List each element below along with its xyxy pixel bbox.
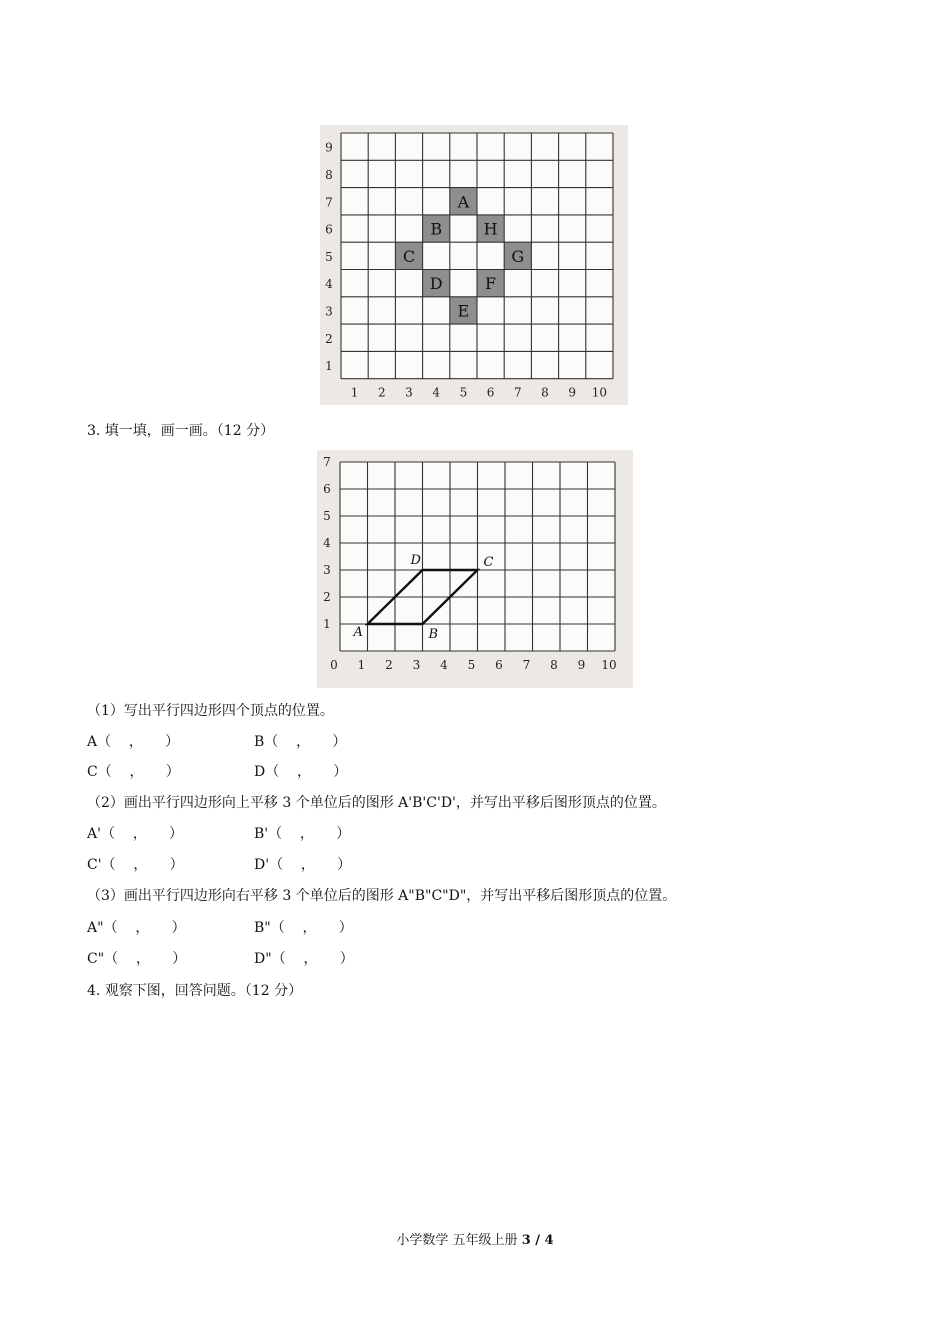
question-3-sub3: （3）画出平行四边形向右平移 3 个单位后的图形 A"B"C"D"，并写出平移后图形顶点的位置。 (87, 888, 677, 904)
x-tick-label: 3 (412, 658, 421, 672)
question-3-sub2: （2）画出平行四边形向上平移 3 个单位后的图形 A'B'C'D'，并写出平移后图形顶点的位置。 (87, 795, 666, 811)
cell-label-c: C (402, 246, 416, 266)
cell-label-f: F (485, 274, 497, 294)
x-tick-label: 9 (568, 385, 577, 400)
y-tick-label: 2 (323, 590, 331, 604)
y-tick-label: 1 (325, 359, 333, 374)
answer-d: D（ ， ） (254, 764, 348, 780)
question-3-title: 3. 填一填，画一画。（12 分） (87, 423, 275, 439)
y-tick-label: 2 (325, 331, 333, 346)
answer-c: C（ ， ） (87, 764, 180, 780)
page-number: 3 / 4 (521, 1233, 554, 1248)
answer-d-prime: D'（ ， ） (254, 857, 352, 873)
x-tick-label: 10 (591, 385, 608, 400)
y-tick-label: 6 (323, 482, 331, 496)
vertex-label-a: A (353, 625, 363, 640)
x-tick-label: 4 (440, 658, 448, 672)
grid-figure-2-svg (317, 450, 633, 688)
x-tick-label: 0 (330, 658, 338, 672)
answer-b-prime: B'（ ， ） (254, 826, 351, 842)
x-tick-label: 8 (541, 385, 549, 400)
y-tick-label: 3 (325, 304, 333, 319)
x-tick-label: 7 (522, 658, 531, 672)
y-tick-label: 4 (323, 536, 331, 550)
x-tick-label: 4 (432, 385, 441, 400)
grid-figure-1 (320, 125, 628, 405)
x-tick-label: 3 (405, 385, 413, 400)
y-tick-label: 6 (325, 222, 333, 237)
cell-label-e: E (457, 301, 470, 321)
cell-label-d: D (429, 274, 443, 294)
answer-b-double-prime: B"（ ， ） (254, 920, 353, 936)
grid-figure-2 (317, 450, 633, 688)
answer-c-double-prime: C"（ ， ） (87, 951, 187, 967)
y-tick-label: 5 (323, 509, 331, 523)
cell-label-a: A (457, 192, 470, 212)
cell-label-b: B (430, 219, 443, 239)
x-tick-label: 5 (459, 385, 468, 400)
question-4-title: 4. 观察下图，回答问题。（12 分） (87, 983, 303, 999)
answer-a-prime: A'（ ， ） (87, 826, 184, 842)
answer-a-double-prime: A"（ ， ） (87, 920, 186, 936)
cell-label-g: G (511, 246, 525, 266)
x-tick-label: 7 (513, 385, 522, 400)
y-tick-label: 3 (323, 563, 331, 577)
cell-label-h: H (483, 219, 498, 239)
answer-a: A（ ， ） (87, 734, 180, 750)
vertex-label-b: B (428, 627, 439, 642)
x-tick-label: 6 (495, 658, 503, 672)
x-tick-label: 9 (577, 658, 586, 672)
y-tick-label: 8 (325, 167, 333, 182)
footer-text: 小学数学 五年级上册 (396, 1233, 522, 1248)
question-3-sub1: （1）写出平行四边形四个顶点的位置。 (87, 703, 334, 719)
answer-c-prime: C'（ ， ） (87, 857, 184, 873)
x-tick-label: 2 (385, 658, 393, 672)
x-tick-label: 6 (486, 385, 495, 400)
answer-d-double-prime: D"（ ， ） (254, 951, 354, 967)
x-tick-label: 8 (550, 658, 558, 672)
y-tick-label: 7 (323, 455, 331, 469)
y-tick-label: 5 (325, 249, 333, 264)
page-footer (0, 1229, 950, 1248)
y-tick-label: 4 (325, 277, 333, 292)
answer-b: B（ ， ） (254, 734, 347, 750)
x-tick-label: 1 (350, 385, 359, 400)
y-tick-label: 1 (323, 617, 331, 631)
x-tick-label: 1 (357, 658, 366, 672)
y-tick-label: 9 (325, 140, 333, 155)
x-tick-label: 2 (377, 385, 386, 400)
vertex-label-d: D (410, 553, 421, 568)
grid-figure-1-svg (320, 125, 628, 405)
y-tick-label: 7 (325, 195, 333, 210)
x-tick-label: 5 (467, 658, 476, 672)
x-tick-label: 10 (601, 658, 617, 672)
vertex-label-c: C (483, 555, 494, 570)
